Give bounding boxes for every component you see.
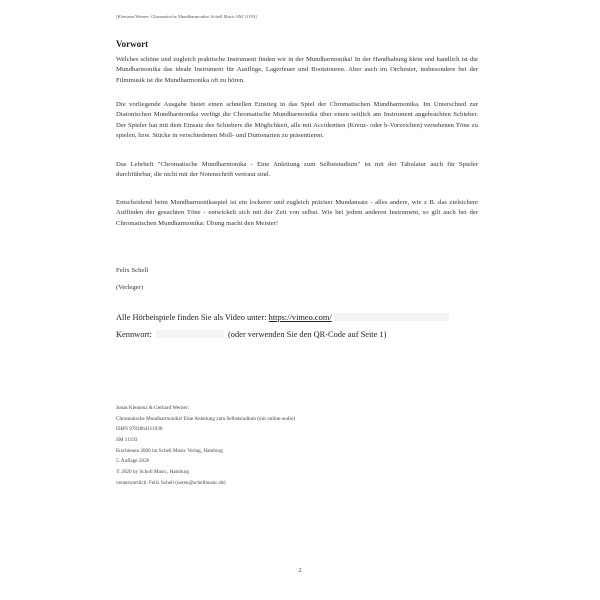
paragraph-tablature: Das Lehrheft "Chromatische Mundharmonika - Eine Anleitung zum Selbststudium" ist mit der Tabulatur auch für Spieler durchführbar, die nicht mit der Notenschrift vertraut sind. bbox=[116, 161, 478, 179]
password-line bbox=[116, 330, 386, 339]
imprint-edition: 5. Auflage 2026 bbox=[116, 458, 150, 465]
paragraph-intro: Welches schöne und zugleich praktische Instrument finden wir in der Mundharmonika! In der Handhabung klein und handlich ist die Mundharmonika das ideale Instrument für Ausflüge, Lagerfeuer und Bootstouren. Aber auch im Orchester, insbesondere bei der Filmmusik ist die Mundharmonika oft zu hören. bbox=[116, 56, 478, 84]
imprint-authors: Jonas Klemenz & Gerhard Werner: bbox=[116, 405, 189, 411]
running-head: [Klemenz/Werner: Chromatische Mundharmonika/ Schell Music SM 11193] bbox=[116, 14, 257, 19]
imprint-title: Chromatische Mundharmonika! Eine Anleitung zum Selbststudium (mit online-audio) bbox=[116, 415, 296, 422]
imprint-publication: Erschienen 2006 im Schell Music Verlag, Hamburg bbox=[116, 447, 223, 454]
paragraph-edition: Die vorliegende Ausgabe bietet einen schnellen Einstieg in das Spiel der Chromatischen Mundharmonika. Im Unterschied zur Diatonischen Mundharmonika verfügt die Chromatische Mundharmonika über einen seitlich am Instrument angebrachten Schieber. Der Spieler hat mit dem Einsatz des Schiebers die Möglichkeit, alle mit Accidentien (Kreuz- oder b-Vorzeichen) versehenen Töne zu spielen, bzw. Stücke in verschiedenen Moll- und Durtonarten zu präsentieren. bbox=[116, 101, 478, 139]
signature-role: (Verleger) bbox=[116, 284, 144, 291]
audio-info-text: Alle Hörbeispiele finden Sie als Video unter: bbox=[116, 313, 269, 322]
section-heading: Vorwort bbox=[116, 39, 149, 49]
audio-info-line bbox=[116, 313, 451, 322]
document-page bbox=[78, 0, 522, 600]
imprint-copyright: © 2026 by Scholl Music, Hamburg bbox=[116, 469, 190, 476]
imprint-isbn: ISBN 9783864111938 bbox=[116, 426, 163, 433]
redacted-url-part bbox=[334, 313, 449, 321]
signature-name: Felix Schell bbox=[116, 267, 149, 274]
imprint-responsible: verantwortlich: Felix Schell (noten@schellmusic.de) bbox=[116, 479, 226, 486]
password-hint: (oder verwenden Sie den QR-Code auf Seite 1) bbox=[225, 330, 387, 339]
vimeo-link[interactable]: https://vimeo.com/ bbox=[268, 313, 332, 322]
password-label: Kennwort: bbox=[116, 330, 154, 339]
imprint-catalog-number: SM 11193 bbox=[116, 437, 138, 444]
page-number: 2 bbox=[298, 567, 302, 574]
paragraph-practice: Entscheidend beim Mundharmonikaspiel ist ein lockerer und zugleich präziser Mundansatz - alles andere, wie z B. das zielsichere Auffinden der gesuchten Töne - entwickelt sich mit der Zeit von selbst. Wie bei jedem anderen Instrument, so gilt auch bei der Chromatischen Mundharmonika: Übung macht den Meister! bbox=[116, 199, 478, 227]
imprint-block bbox=[116, 403, 295, 489]
redacted-password bbox=[156, 330, 224, 338]
